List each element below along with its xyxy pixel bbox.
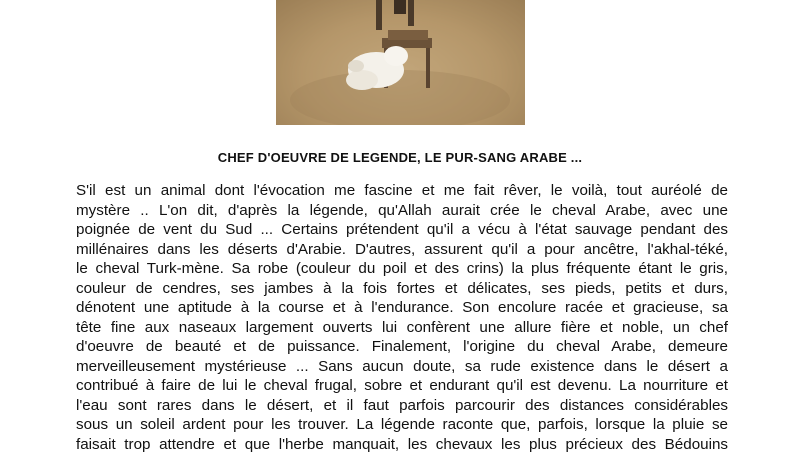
- article-title: CHEF D'OEUVRE DE LEGENDE, LE PUR-SANG ARABE ...: [0, 150, 800, 165]
- horse-photo-illustration: [276, 0, 525, 125]
- body-line: sous un soleil ardent pour les trouver. La légende raconte que, parfois, lorsque la pluie se: [76, 415, 728, 435]
- body-line: le cheval Turk-mène. Sa robe (couleur du poil et des crins) la plus fréquente étant le gris,: [76, 259, 728, 279]
- body-line: faisait trop attendre et que l'herbe manquait, les chevaux les plus précieux des Bédouins: [76, 435, 728, 454]
- body-line: l'eau sont rares dans le désert, et il faut parfois parcourir des distances considérables: [76, 396, 728, 416]
- article-photo: [276, 0, 525, 125]
- body-line: dénotent une aptitude à la course et à l'endurance. Son encolure racée et gracieuse, sa: [76, 298, 728, 318]
- body-line: mystère .. L'on dit, d'après la légende, qu'Allah aurait crée le cheval Arabe, avec une: [76, 201, 728, 221]
- body-line: contribué à faire de lui le cheval frugal, sobre et endurant qu'il est devenu. La nourriture et: [76, 376, 728, 396]
- body-line: millénaires dans les déserts d'Arabie. D'autres, assurent qu'il a pour ancêtre, l'akhal-téké,: [76, 240, 728, 260]
- body-line: poignée de vent du Sud ... Certains prétendent qu'il a vécu à l'état sauvage pendant des: [76, 220, 728, 240]
- body-line: tête fine aux naseaux largement ouverts lui confèrent une allure fière et noble, un chef: [76, 318, 728, 338]
- body-line: S'il est un animal dont l'évocation me fascine et me fait rêver, le voilà, tout auréolé de: [76, 181, 728, 201]
- body-line: merveilleusement mystérieuse ... Sans aucun doute, sa rude existence dans le désert a: [76, 357, 728, 377]
- body-line: couleur de cendres, ses jambes à la fois fortes et délicates, ses pieds, petits et durs,: [76, 279, 728, 299]
- article-body: [76, 181, 728, 454]
- body-line: d'oeuvre de beauté et de puissance. Finalement, l'origine du cheval Arabe, demeure: [76, 337, 728, 357]
